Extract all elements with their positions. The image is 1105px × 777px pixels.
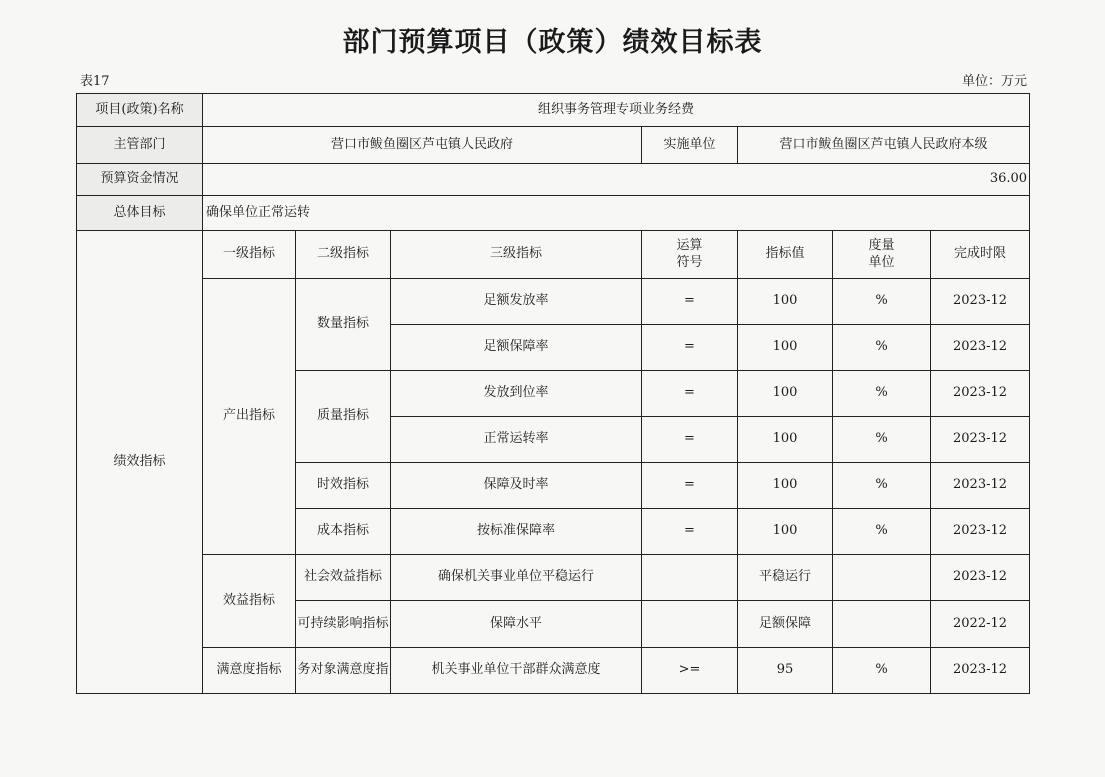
dept-label: 主管部门 <box>77 127 203 164</box>
header-level2: 二级指标 <box>296 231 391 279</box>
header-row <box>77 231 1030 279</box>
header-operator-line1: 运算 <box>676 238 703 254</box>
operator-cell: = <box>642 279 738 325</box>
unit-cell: % <box>833 509 931 555</box>
unit-cell: % <box>833 371 931 417</box>
deadline-cell: 2023-12 <box>931 463 1030 509</box>
level3-cell: 机关事业单位干部群众满意度 <box>391 648 642 694</box>
value-cell: 100 <box>738 509 833 555</box>
value-cell: 95 <box>738 648 833 694</box>
level2-quality: 质量指标 <box>296 371 391 463</box>
dept-row <box>77 127 1030 164</box>
operator-cell: >= <box>642 648 738 694</box>
unit-cell: % <box>833 648 931 694</box>
header-unit <box>833 231 931 279</box>
header-level1: 一级指标 <box>203 231 296 279</box>
performance-goal-table <box>76 93 1030 694</box>
goal-row <box>77 196 1030 231</box>
operator-cell: = <box>642 417 738 463</box>
unit-cell: % <box>833 463 931 509</box>
level2-timeliness: 时效指标 <box>296 463 391 509</box>
table-row <box>77 555 1030 601</box>
deadline-cell: 2023-12 <box>931 509 1030 555</box>
level3-cell: 发放到位率 <box>391 371 642 417</box>
level3-cell: 足额保障率 <box>391 325 642 371</box>
level1-output: 产出指标 <box>203 279 296 555</box>
value-cell: 100 <box>738 279 833 325</box>
level2-cost: 成本指标 <box>296 509 391 555</box>
level3-cell: 确保机关事业单位平稳运行 <box>391 555 642 601</box>
level2-quantity: 数量指标 <box>296 279 391 371</box>
table-number: 表17 <box>80 74 110 89</box>
level2-sustain: 可持续影响指标 <box>296 601 391 648</box>
header-deadline: 完成时限 <box>931 231 1030 279</box>
level3-cell: 保障及时率 <box>391 463 642 509</box>
goal-value: 确保单位正常运转 <box>203 196 1030 231</box>
deadline-cell: 2023-12 <box>931 555 1030 601</box>
deadline-cell: 2023-12 <box>931 279 1030 325</box>
level1-benefit: 效益指标 <box>203 555 296 648</box>
perf-label: 绩效指标 <box>77 231 203 694</box>
project-label: 项目(政策)名称 <box>77 94 203 127</box>
currency-unit: 单位：万元 <box>961 74 1027 89</box>
level1-satisfaction: 满意度指标 <box>203 648 296 694</box>
project-row <box>77 94 1030 127</box>
unit-cell <box>833 555 931 601</box>
value-cell: 100 <box>738 371 833 417</box>
level2-social: 社会效益指标 <box>296 555 391 601</box>
impl-label: 实施单位 <box>642 127 738 164</box>
value-cell: 100 <box>738 463 833 509</box>
header-value: 指标值 <box>738 231 833 279</box>
level3-cell: 按标准保障率 <box>391 509 642 555</box>
dept-value: 营口市鲅鱼圈区芦屯镇人民政府 <box>203 127 642 164</box>
operator-cell: = <box>642 325 738 371</box>
deadline-cell: 2022-12 <box>931 601 1030 648</box>
value-cell: 100 <box>738 417 833 463</box>
unit-cell <box>833 601 931 648</box>
value-cell: 平稳运行 <box>738 555 833 601</box>
level3-cell: 足额发放率 <box>391 279 642 325</box>
goal-label: 总体目标 <box>77 196 203 231</box>
header-operator <box>642 231 738 279</box>
level3-cell: 正常运转率 <box>391 417 642 463</box>
level2-service-obj: 务对象满意度指 <box>296 648 391 694</box>
value-cell: 100 <box>738 325 833 371</box>
header-level3: 三级指标 <box>391 231 642 279</box>
level3-cell: 保障水平 <box>391 601 642 648</box>
deadline-cell: 2023-12 <box>931 417 1030 463</box>
operator-cell: = <box>642 509 738 555</box>
budget-value: 36.00 <box>203 164 1030 196</box>
project-value: 组织事务管理专项业务经费 <box>203 94 1030 127</box>
table-row <box>77 279 1030 325</box>
page-title: 部门预算项目（政策）绩效目标表 <box>342 27 763 58</box>
value-cell: 足额保障 <box>738 601 833 648</box>
unit-cell: % <box>833 417 931 463</box>
header-unit-line2: 单位 <box>868 254 895 270</box>
impl-value: 营口市鲅鱼圈区芦屯镇人民政府本级 <box>738 127 1030 164</box>
operator-cell <box>642 601 738 648</box>
deadline-cell: 2023-12 <box>931 648 1030 694</box>
unit-cell: % <box>833 279 931 325</box>
operator-cell: = <box>642 371 738 417</box>
deadline-cell: 2023-12 <box>931 371 1030 417</box>
operator-cell <box>642 555 738 601</box>
unit-cell: % <box>833 325 931 371</box>
header-unit-line1: 度量 <box>868 238 895 254</box>
header-operator-line2: 符号 <box>676 254 703 270</box>
budget-label: 预算资金情况 <box>77 164 203 196</box>
table-row <box>77 648 1030 694</box>
operator-cell: = <box>642 463 738 509</box>
budget-row <box>77 164 1030 196</box>
deadline-cell: 2023-12 <box>931 325 1030 371</box>
